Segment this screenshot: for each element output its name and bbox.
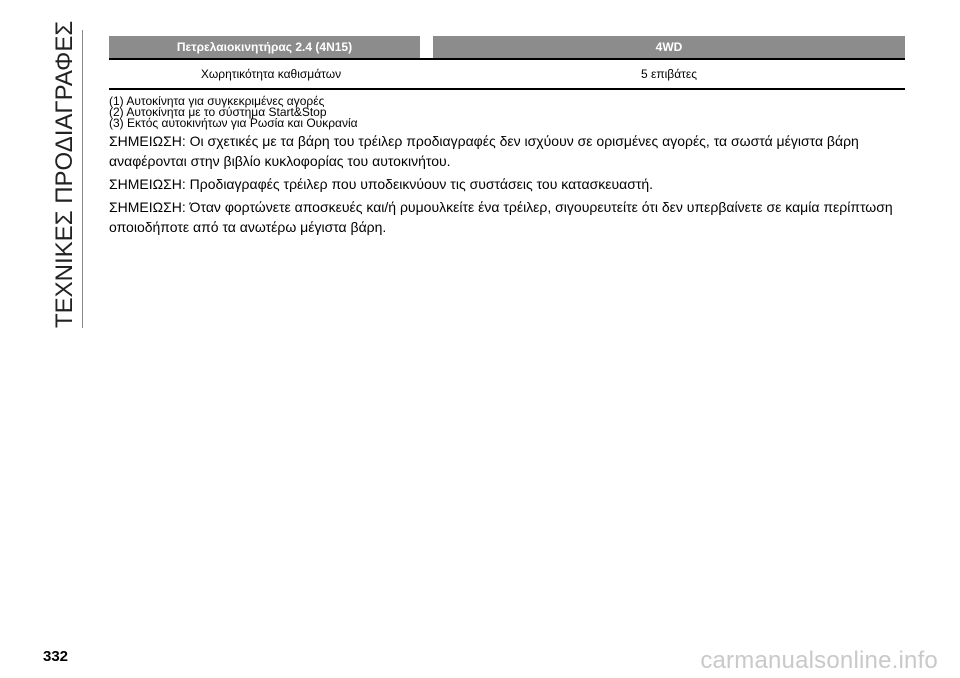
header-engine: Πετρελαιοκινητήρας 2.4 (4N15) — [109, 36, 420, 58]
table-header-row — [109, 36, 905, 58]
section-title: ΤΕΧΝΙΚΕΣ ΠΡΟΔΙΑΓΡΑΦΕΣ — [51, 20, 78, 328]
notes-section — [109, 131, 905, 240]
footnote-2: (2) Αυτοκίνητα με το σύστημα Start&Stop — [109, 105, 327, 119]
table-row — [109, 60, 905, 88]
header-gap — [420, 36, 433, 58]
note-manufacturer-recommendations: ΣΗΜΕΙΩΣΗ: Προδιαγραφές τρέιλερ που υποδεικνύουν τις συστάσεις του κατασκευαστή. — [109, 176, 654, 192]
header-drive: 4WD — [433, 36, 905, 58]
watermark: carmanualsonline.info — [700, 647, 938, 674]
section-sidebar — [48, 20, 88, 328]
footnote-3: (3) Εκτός αυτοκινήτων για Ρωσία και Ουκρανία — [109, 116, 358, 130]
row-value: 5 επιβάτες — [640, 67, 697, 81]
section-divider — [82, 30, 83, 328]
row-label: Χωρητικότητα καθισμάτων — [200, 67, 342, 81]
page-number: 332 — [43, 648, 69, 665]
specifications-table — [109, 36, 905, 90]
note-trailer-weights: ΣΗΜΕΙΩΣΗ: Οι σχετικές με τα βάρη του τρέιλερ προδιαγραφές δεν ισχύουν σε ορισμένες αγορές, τα σωστά μέγιστα βάρη αναφέρονται στην βιβλίο κυκλοφορίας του αυτοκινήτου. — [109, 133, 859, 169]
table-rule-bottom — [109, 88, 905, 90]
footnote-1: (1) Αυτοκίνητα για συγκεκριμένες αγορές — [109, 94, 325, 108]
footnotes — [109, 96, 905, 129]
note-loading-limits: ΣΗΜΕΙΩΣΗ: Όταν φορτώνετε αποσκευές και/ή ρυμουλκείτε ένα τρέιλερ, σιγουρευτείτε ότι δεν υπερβαίνετε σε καμία περίπτωση οποιοδήποτε από τα ανωτέρω μέγιστα βάρη. — [109, 199, 893, 235]
